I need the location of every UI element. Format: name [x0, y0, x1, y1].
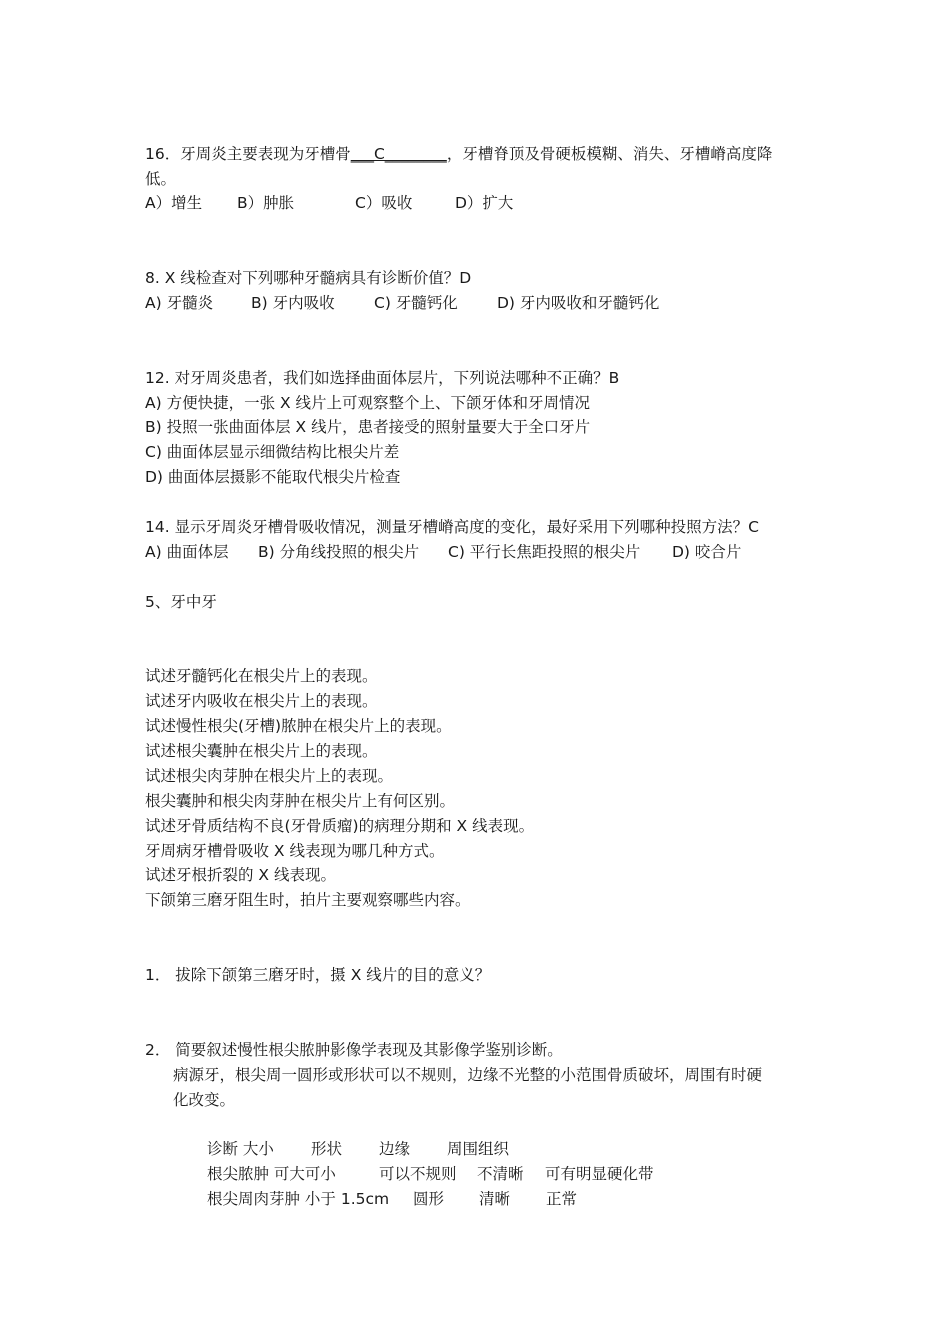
item-1: 1． 拔除下颌第三磨牙时，摄 X 线片的目的意义？ — [145, 966, 491, 984]
essay-item: 试述牙髓钙化在根尖片上的表现。 — [145, 667, 378, 685]
q12-option-a: A) 方便快捷，一张 X 线片上可观察整个上、下颌牙体和牙周情况 — [145, 394, 591, 412]
table-header-cell: 形状 — [311, 1140, 343, 1158]
q16-option-a: A）增生 — [145, 194, 203, 212]
table-cell: 可以不规则 — [379, 1165, 457, 1183]
item-2-answer-line1: 病源牙，根尖周一圆形或形状可以不规则，边缘不光整的小范围骨质破坏，周围有时硬 — [173, 1066, 763, 1084]
essay-item: 牙周病牙槽骨吸收 X 线表现为哪几种方式。 — [145, 842, 445, 860]
essay-item: 试述牙内吸收在根尖片上的表现。 — [145, 692, 378, 710]
table-header-cell: 边缘 — [379, 1140, 411, 1158]
q16-option-b: B）肿胀 — [237, 194, 295, 212]
q8-question: 8. X 线检查对下列哪种牙髓病具有诊断价值？D — [145, 269, 472, 287]
q12-option-c: C) 曲面体层显示细微结构比根尖片差 — [145, 443, 400, 461]
essay-item: 试述慢性根尖(牙槽)脓肿在根尖片上的表现。 — [145, 717, 452, 735]
table-cell: 圆形 — [413, 1190, 445, 1208]
essay-item: 根尖囊肿和根尖肉芽肿在根尖片上有何区别。 — [145, 792, 456, 810]
q14-question: 14. 显示牙周炎牙槽骨吸收情况，测量牙槽嵴高度的变化，最好采用下列哪种投照方法？C — [145, 518, 759, 536]
table-cell: 不清晰 — [477, 1165, 524, 1183]
q16-text-pre: 16．牙周炎主要表现为牙槽骨 — [145, 145, 351, 163]
q16-line2: 低。 — [145, 170, 177, 188]
table-header-row — [207, 1138, 509, 1160]
q8-options — [145, 292, 659, 314]
essay-item: 下颌第三磨牙阻生时，拍片主要观察哪些内容。 — [145, 891, 471, 909]
item-2-question: 2． 简要叙述慢性根尖脓肿影像学表现及其影像学鉴别诊断。 — [145, 1041, 563, 1059]
table-cell: 可有明显硬化带 — [545, 1165, 654, 1183]
essay-item: 试述牙根折裂的 X 线表现。 — [145, 866, 336, 884]
q14-option-c: C) 平行长焦距投照的根尖片 — [448, 543, 641, 561]
section-5-heading: 5、牙中牙 — [145, 593, 217, 611]
table-cell: 根尖脓肿 可大可小 — [207, 1165, 336, 1183]
table-cell: 根尖周肉芽肿 小于 1.5cm — [207, 1190, 390, 1208]
q16-option-d: D）扩大 — [455, 194, 514, 212]
essay-item: 试述牙骨质结构不良(牙骨质瘤)的病理分期和 X 线表现。 — [145, 817, 535, 835]
table-row — [207, 1188, 577, 1210]
q16-line1 — [145, 143, 772, 165]
q8-option-c: C) 牙髓钙化 — [374, 294, 458, 312]
q16-answer-blank: ___C________ — [350, 145, 447, 163]
q14-option-d: D) 咬合片 — [672, 543, 742, 561]
q8-option-d: D) 牙内吸收和牙髓钙化 — [497, 294, 660, 312]
table-header-cell: 周围组织 — [447, 1140, 510, 1158]
essay-item: 试述根尖肉芽肿在根尖片上的表现。 — [145, 767, 394, 785]
q16-options — [145, 192, 513, 214]
q14-options — [145, 541, 741, 563]
table-cell: 正常 — [546, 1190, 578, 1208]
essay-item: 试述根尖囊肿在根尖片上的表现。 — [145, 742, 378, 760]
q16-option-c: C）吸收 — [355, 194, 413, 212]
q16-text-post: ，牙槽脊顶及骨硬板模糊、消失、牙槽嵴高度降 — [446, 145, 773, 163]
q8-option-a: A) 牙髓炎 — [145, 294, 214, 312]
q12-option-d: D) 曲面体层摄影不能取代根尖片检查 — [145, 468, 401, 486]
table-cell: 清晰 — [479, 1190, 511, 1208]
table-header-cell: 诊断 大小 — [207, 1140, 274, 1158]
q8-option-b: B) 牙内吸收 — [251, 294, 335, 312]
q12-question: 12. 对牙周炎患者，我们如选择曲面体层片，下列说法哪种不正确？B — [145, 369, 620, 387]
q14-option-b: B) 分角线投照的根尖片 — [258, 543, 420, 561]
item-2-answer-line2: 化改变。 — [173, 1091, 236, 1109]
table-row — [207, 1163, 654, 1185]
q14-option-a: A) 曲面体层 — [145, 543, 229, 561]
q12-option-b: B) 投照一张曲面体层 X 线片，患者接受的照射量要大于全口牙片 — [145, 418, 591, 436]
